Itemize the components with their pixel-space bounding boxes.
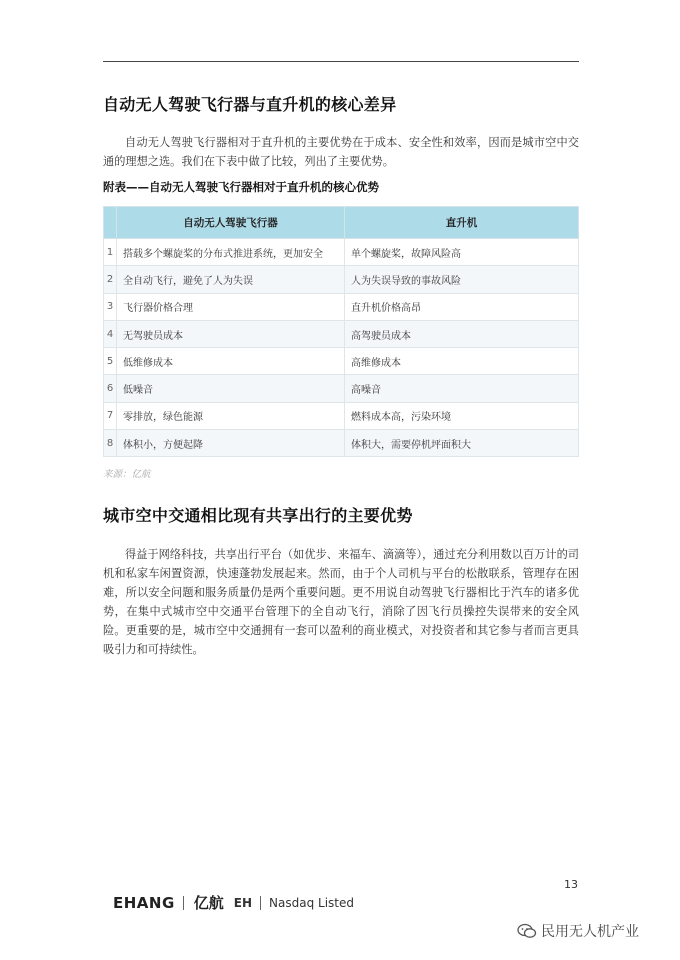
- table-caption: 附表——自动无人驾驶飞行器相对于直升机的核心优势: [103, 180, 379, 194]
- helicopter-cell: 高噪音: [345, 375, 579, 402]
- table-row: [104, 320, 579, 347]
- ehang-logo-text: EHANG: [113, 893, 175, 912]
- wechat-icon: [517, 923, 537, 939]
- footer-branding: [113, 892, 354, 913]
- aav-cell: 低维修成本: [117, 348, 345, 375]
- header-helicopter: 直升机: [345, 207, 579, 239]
- row-number: 2: [104, 266, 117, 293]
- intro-paragraph: 自动无人驾驶飞行器相对于直升机的主要优势在于成本、安全性和效率，因而是城市空中交通的理想之选。我们在下表中做了比较，列出了主要优势。: [103, 136, 579, 168]
- aav-cell: 无驾驶员成本: [117, 320, 345, 347]
- aav-cell: 零排放，绿色能源: [117, 402, 345, 429]
- row-number: 5: [104, 348, 117, 375]
- row-number: 6: [104, 375, 117, 402]
- ticker-symbol: EH: [233, 895, 253, 910]
- row-number: 4: [104, 320, 117, 347]
- table-row: [104, 293, 579, 320]
- page-number: 13: [564, 878, 578, 891]
- table-row: [104, 402, 579, 429]
- table-row: [104, 375, 579, 402]
- aav-cell: 搭载多个螺旋桨的分布式推进系统，更加安全: [117, 239, 345, 266]
- table-row: [104, 266, 579, 293]
- helicopter-cell: 人为失误导致的事故风险: [345, 266, 579, 293]
- aav-cell: 体积小，方便起降: [117, 430, 345, 457]
- helicopter-cell: 体积大，需要停机坪面积大: [345, 430, 579, 457]
- table-header-row: [104, 207, 579, 239]
- section-title-aav-vs-helicopter: 自动无人驾驶飞行器与直升机的核心差异: [103, 95, 397, 114]
- helicopter-cell: 高维修成本: [345, 348, 579, 375]
- row-number: 8: [104, 430, 117, 457]
- ehang-logo-cn: 亿航: [193, 894, 224, 912]
- aav-cell: 全自动飞行，避免了人为失误: [117, 266, 345, 293]
- header-rule: [103, 61, 579, 62]
- row-number: 7: [104, 402, 117, 429]
- table-row: [104, 348, 579, 375]
- listing-label: Nasdaq Listed: [269, 895, 355, 910]
- section-title-uam-advantages: 城市空中交通相比现有共享出行的主要优势: [103, 506, 413, 525]
- helicopter-cell: 单个螺旋桨，故障风险高: [345, 239, 579, 266]
- row-number: 1: [104, 239, 117, 266]
- body-paragraph: 得益于网络科技，共享出行平台（如优步、来福车、滴滴等），通过充分利用数以百万计的司机和私家车闲置资源，快速蓬勃发展起来。然而，由于个人司机与平台的松散联系，管理存在困难，所以安全问题和服务质量仍是两个重要问题。更不用说自动驾驶飞行器相比于汽车的诸多优势，在集中式城市空中交通平台管理下的全自动飞行，消除了因飞行员操控失误带来的安全风险。更重要的是，城市空中交通拥有一套可以盈利的商业模式，对投资者和其它参与者而言更具吸引力和可持续性。: [103, 548, 579, 656]
- aav-cell: 飞行器价格合理: [117, 293, 345, 320]
- helicopter-cell: 燃料成本高，污染环境: [345, 402, 579, 429]
- header-aav: 自动无人驾驶飞行器: [117, 207, 345, 239]
- logo-divider: [183, 896, 184, 910]
- helicopter-cell: 高驾驶员成本: [345, 320, 579, 347]
- helicopter-cell: 直升机价格高昂: [345, 293, 579, 320]
- table-row: [104, 430, 579, 457]
- comparison-table: [103, 206, 579, 457]
- aav-cell: 低噪音: [117, 375, 345, 402]
- table-source: 来源：亿航: [103, 469, 151, 480]
- watermark-text: 民用无人机产业: [541, 924, 639, 940]
- ticker-divider: [260, 896, 261, 910]
- wechat-watermark: [517, 921, 639, 941]
- table-row: [104, 239, 579, 266]
- header-num: [104, 207, 117, 239]
- row-number: 3: [104, 293, 117, 320]
